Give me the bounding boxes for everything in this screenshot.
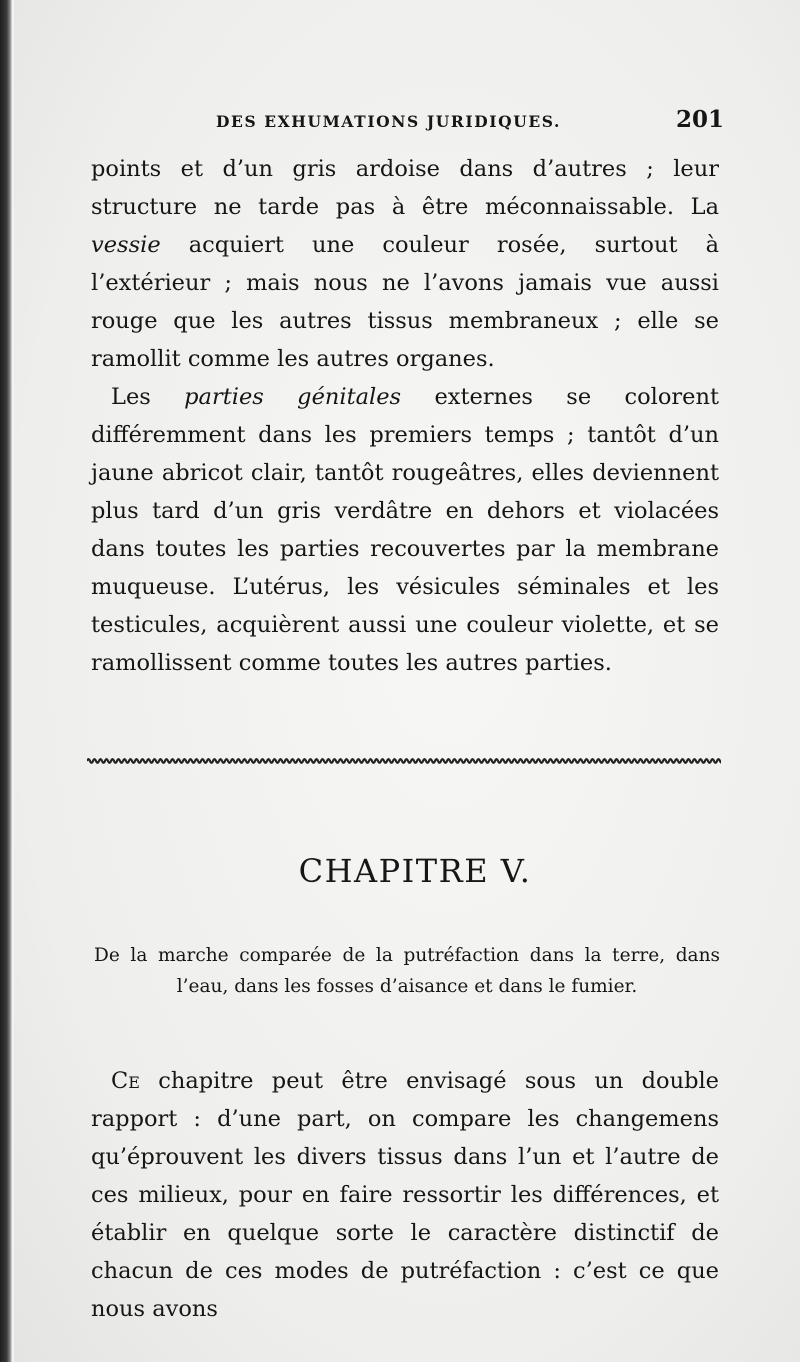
page-number: 201 <box>675 106 724 133</box>
ornamental-divider <box>87 757 721 765</box>
paragraph-text: chapitre peut être envisagé sous un double rapport : d’une part, on compare les changemens qu’éprouvent les divers tissus dans l’un et l’autre de ces milieux, pour en faire ressortir les différences, et établir en quelque sorte le caractère distinctif de chacun de ces modes de putréfaction : c’est ce que nous avons <box>91 1068 719 1322</box>
paragraph-text: Les <box>111 384 185 410</box>
book-page <box>14 0 800 1362</box>
wavy-rule-icon <box>87 757 721 765</box>
paragraph-text: acquiert une couleur rosée, surtout à l’extérieur ; mais nous ne l’avons jamais vue aussi rouge que les autres tissus membraneux ; elle se ramollit comme les autres organes. <box>91 232 719 372</box>
running-head <box>204 106 724 142</box>
paragraph-vessie <box>91 150 719 378</box>
paragraph-text: points et d’un gris ardoise dans d’autres ; leur structure ne tarde pas à être méconnaissable. La <box>91 156 719 220</box>
text-section-top <box>91 150 719 682</box>
drop-cap-word: Ce <box>111 1068 140 1094</box>
binding-edge <box>0 0 12 1362</box>
italic-term: parties génitales <box>184 384 402 410</box>
italic-term: vessie <box>91 232 161 258</box>
chapter-subtitle-text: De la marche comparée de la putréfaction dans la terre, dans l’eau, dans les fosses d’aisance et dans le fumier. <box>94 945 720 997</box>
paragraph-text: externes se colorent différemment dans les premiers temps ; tantôt d’un jaune abricot clair, tantôt rougeâtres, elles deviennent plus tard d’un gris verdâtre en dehors et violacées dans toutes les parties recouvertes par la membrane muqueuse. L’utérus, les vésicules séminales et les testicules, acquièrent aussi une couleur violette, et se ramollissent comme toutes les autres parties. <box>91 384 719 676</box>
text-section-bottom <box>91 1062 719 1328</box>
paragraph-chapter-intro <box>91 1062 719 1328</box>
chapter-subtitle <box>94 940 720 1002</box>
running-title: DES EXHUMATIONS JURIDIQUES. <box>216 112 561 131</box>
chapter-title: CHAPITRE V. <box>298 852 532 890</box>
paragraph-parties-genitales <box>91 378 719 682</box>
